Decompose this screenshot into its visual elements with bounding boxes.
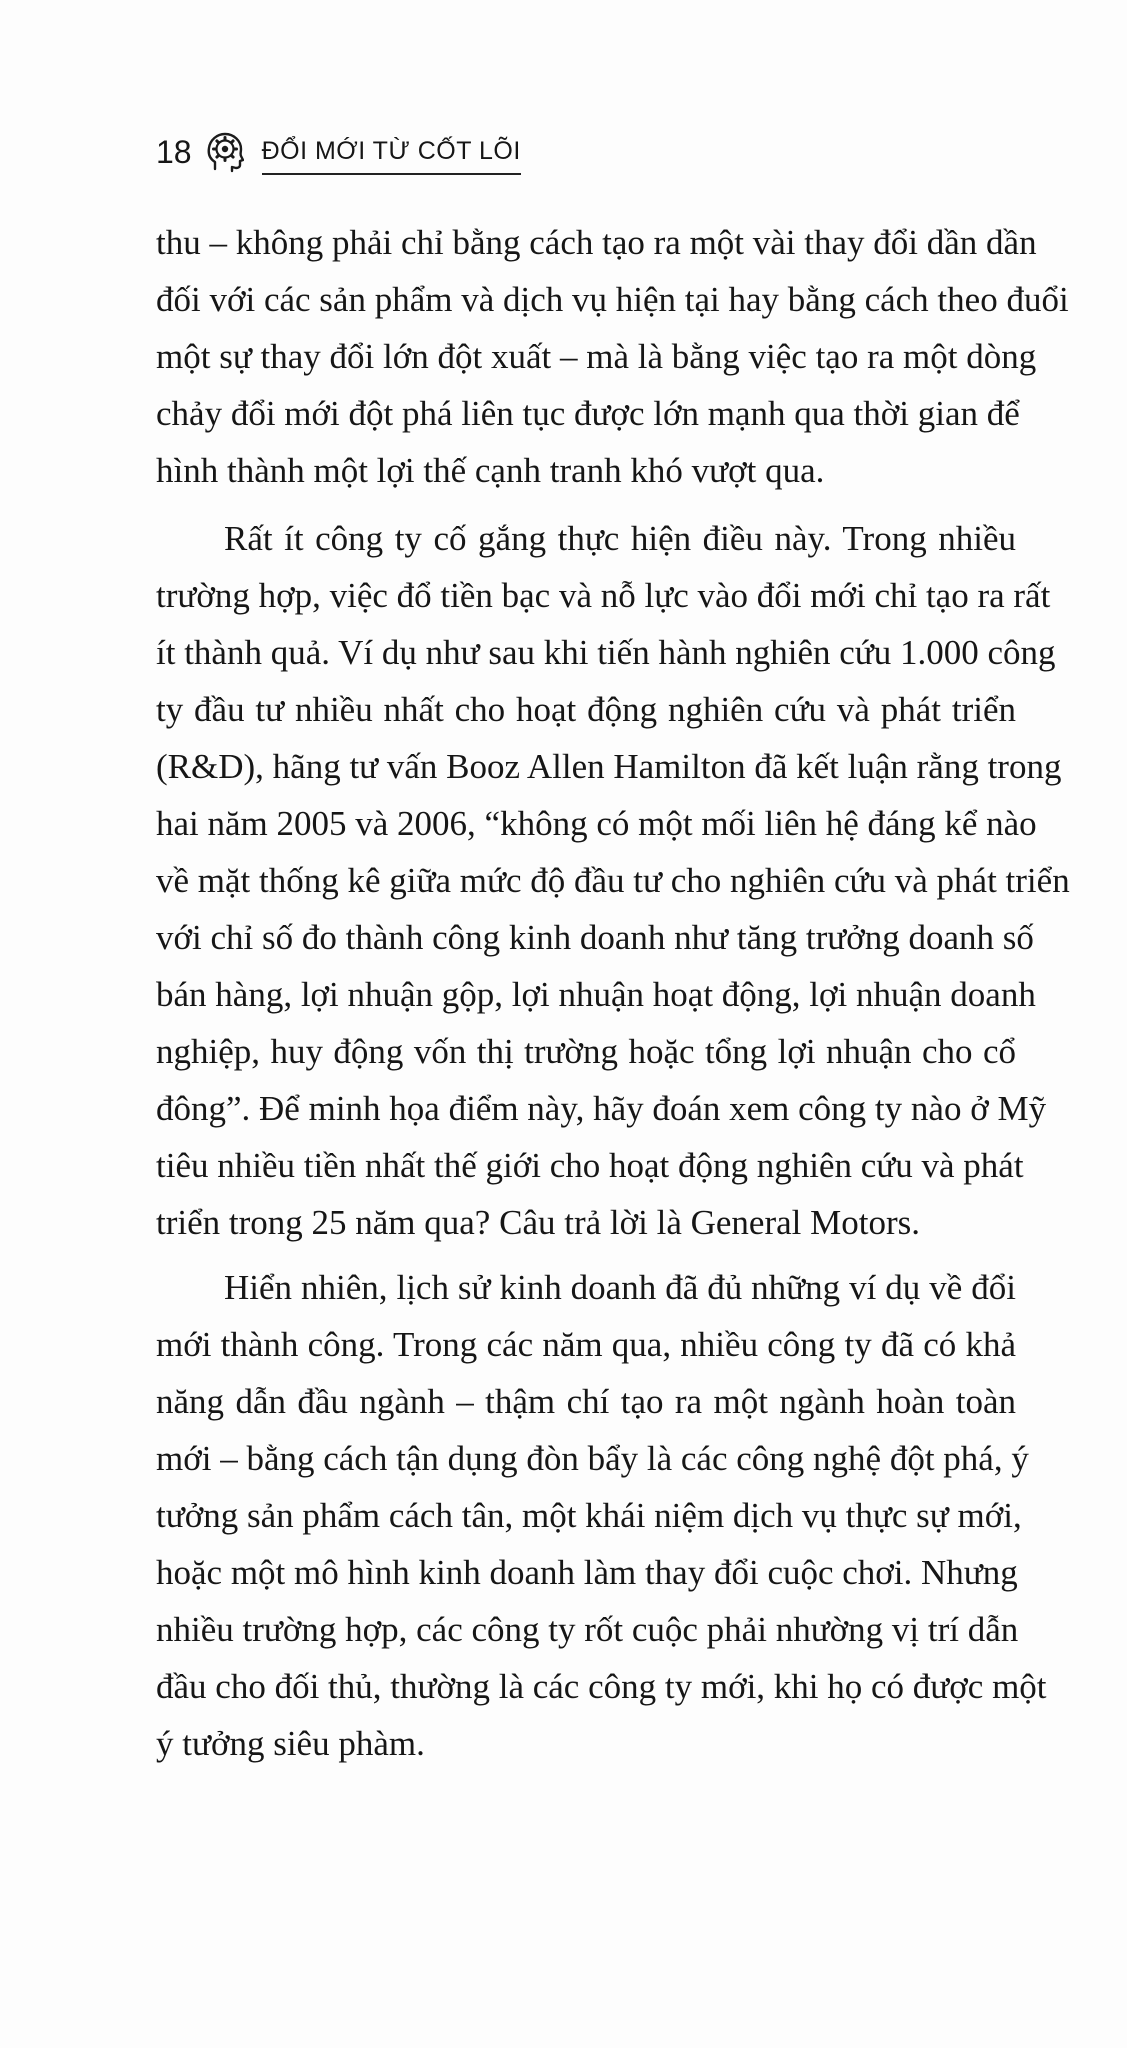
paragraph-line: chảy đổi mới đột phá liên tục được lớn mạnh qua thời gian để (156, 394, 1020, 433)
paragraph-line: tiêu nhiều tiền nhất thế giới cho hoạt động nghiên cứu và phát (156, 1146, 1024, 1185)
paragraph-line: hai năm 2005 và 2006, “không có một mối liên hệ đáng kể nào (156, 804, 1037, 843)
paragraph-line: mới – bằng cách tận dụng đòn bẩy là các công nghệ đột phá, ý (156, 1439, 1029, 1478)
paragraph-line: ý tưởng siêu phàm. (156, 1724, 425, 1763)
chapter-title: ĐỔI MỚI TỪ CỐT LÕI (262, 139, 521, 175)
paragraph-line: triển trong 25 năm qua? Câu trả lời là General Motors. (156, 1203, 920, 1242)
paragraph-line: một sự thay đổi lớn đột xuất – mà là bằng việc tạo ra một dòng (156, 337, 1037, 376)
paragraph-line: đầu cho đối thủ, thường là các công ty mới, khi họ có được một (156, 1667, 1047, 1706)
paragraph-line: ty đầu tư nhiều nhất cho hoạt động nghiên cứu và phát triển (156, 690, 1016, 729)
paragraph-line: bán hàng, lợi nhuận gộp, lợi nhuận hoạt động, lợi nhuận doanh (156, 975, 1036, 1014)
paragraph-line: tưởng sản phẩm cách tân, một khái niệm dịch vụ thực sự mới, (156, 1496, 1022, 1535)
paragraph-line: nhiều trường hợp, các công ty rốt cuộc phải nhường vị trí dẫn (156, 1610, 1019, 1649)
paragraph-line: đông”. Để minh họa điểm này, hãy đoán xem công ty nào ở Mỹ (156, 1089, 1047, 1128)
paragraph-line: về mặt thống kê giữa mức độ đầu tư cho nghiên cứu và phát triển (156, 861, 1070, 900)
paragraph-line: thu – không phải chỉ bằng cách tạo ra một vài thay đổi dần dần (156, 223, 1037, 262)
page-number: 18 (156, 134, 192, 170)
paragraph-line: Rất ít công ty cố gắng thực hiện điều này. Trong nhiều (224, 519, 1016, 558)
paragraph-3 (156, 1259, 1047, 1772)
paragraph-line: ít thành quả. Ví dụ như sau khi tiến hành nghiên cứu 1.000 công (156, 633, 1056, 672)
paragraph-line: hình thành một lợi thế cạnh tranh khó vượt qua. (156, 451, 825, 490)
paragraph-line: đối với các sản phẩm và dịch vụ hiện tại hay bằng cách theo đuổi (156, 280, 1069, 319)
paragraph-line: trường hợp, việc đổ tiền bạc và nỗ lực vào đổi mới chỉ tạo ra rất (156, 576, 1051, 615)
paragraph-line: mới thành công. Trong các năm qua, nhiều công ty đã có khả (156, 1325, 1016, 1364)
running-header (156, 128, 521, 176)
head-gear-icon (206, 131, 244, 173)
paragraph-2 (156, 510, 1070, 1251)
paragraph-line: hoặc một mô hình kinh doanh làm thay đổi cuộc chơi. Nhưng (156, 1553, 1018, 1592)
paragraph-line: nghiệp, huy động vốn thị trường hoặc tổng lợi nhuận cho cổ (156, 1032, 1016, 1071)
paragraph-line: (R&D), hãng tư vấn Booz Allen Hamilton đã kết luận rằng trong (156, 747, 1062, 786)
paragraph-1 (156, 214, 1069, 499)
paragraph-line: với chỉ số đo thành công kinh doanh như tăng trưởng doanh số (156, 918, 1034, 957)
paragraph-line: năng dẫn đầu ngành – thậm chí tạo ra một ngành hoàn toàn (156, 1382, 1016, 1421)
paragraph-line: Hiển nhiên, lịch sử kinh doanh đã đủ những ví dụ về đổi (224, 1268, 1016, 1307)
